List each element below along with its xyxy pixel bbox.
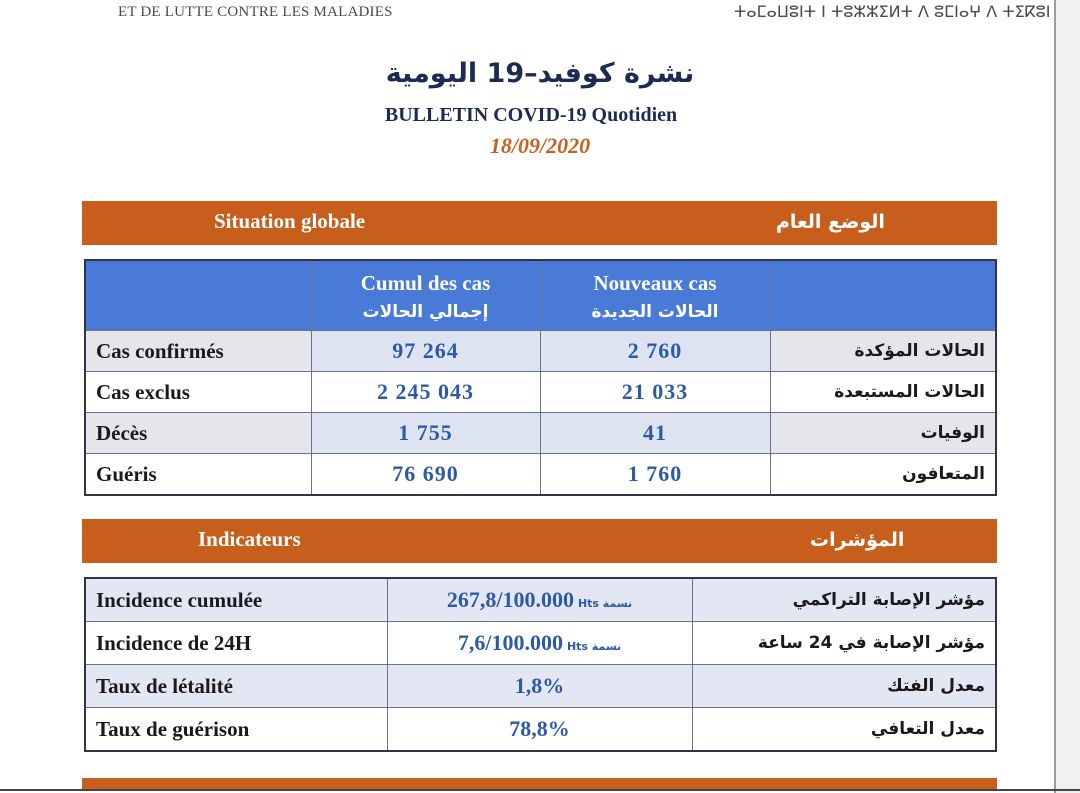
- indicator-label-ar: معدل التعافي: [692, 708, 996, 752]
- row-cumul-value: 2 245 043: [311, 372, 540, 413]
- header-empty-cell-right: [770, 260, 996, 331]
- row-label-fr: Cas exclus: [85, 372, 311, 413]
- table-row: [85, 331, 996, 372]
- indicator-label-fr: Taux de guérison: [85, 708, 387, 752]
- row-new-value: 41: [540, 413, 770, 454]
- indicator-value: 1,8%: [514, 673, 565, 698]
- col-cumul-ar: إجمالي الحالات: [362, 302, 489, 322]
- indicator-unit: Hts نسمة: [577, 597, 633, 610]
- indicator-label-ar: مؤشر الإصابة التراكمي: [692, 578, 996, 622]
- indicator-label-ar: مؤشر الإصابة في 24 ساعة: [692, 622, 996, 665]
- table-row: [85, 372, 996, 413]
- col-new-fr: Nouveaux cas: [593, 271, 717, 295]
- header-cumul-cell: [311, 260, 540, 331]
- table-row: [85, 665, 996, 708]
- row-label-ar: الوفيات: [770, 413, 996, 454]
- bulletin-date: 18/09/2020: [489, 133, 591, 158]
- indicators-band-ar: المؤشرات: [810, 529, 905, 551]
- indicator-value-cell: [387, 665, 692, 708]
- row-new-value: 1 760: [540, 454, 770, 496]
- indicator-value: 78,8%: [509, 716, 570, 741]
- table-row: [85, 708, 996, 752]
- row-label-ar: الحالات المستبعدة: [770, 372, 996, 413]
- indicator-value-cell: [387, 622, 692, 665]
- situation-band-fr: Situation globale: [214, 209, 366, 233]
- indicator-value-cell: [387, 578, 692, 622]
- indicator-label-fr: Taux de létalité: [85, 665, 387, 708]
- indicator-label-fr: Incidence cumulée: [85, 578, 387, 622]
- header-ministry-text: ET DE LUTTE CONTRE LES MALADIES: [118, 4, 393, 20]
- row-new-value: 21 033: [540, 372, 770, 413]
- page-border-bottom: [0, 789, 1080, 791]
- header-tifinagh-text: ⵜⴰⵎⴰⵡⵓⵏⵜ ⵏ ⵜⵓⵣⵣⵉⵍⵜ ⴷ ⵓⵎⵏⴰⵖ ⴷ ⵜⵉⴽⵓⵏ: [734, 2, 1051, 21]
- row-label-ar: الحالات المؤكدة: [770, 331, 996, 372]
- row-cumul-value: 97 264: [311, 331, 540, 372]
- title-arabic: نشرة كوفيد–19 اليومية: [385, 58, 695, 89]
- indicators-table: [84, 577, 997, 752]
- indicator-unit: Hts نسمة: [566, 640, 622, 653]
- col-new-ar: الحالات الجديدة: [591, 302, 719, 322]
- title-french: BULLETIN COVID-19 Quotidien: [384, 104, 678, 126]
- col-cumul-fr: Cumul des cas: [360, 271, 491, 295]
- table-row: [85, 454, 996, 496]
- row-label-ar: المتعافون: [770, 454, 996, 496]
- situation-header-row: [85, 260, 996, 331]
- row-label-fr: Guéris: [85, 454, 311, 496]
- situation-band-ar: الوضع العام: [776, 211, 885, 233]
- indicators-band: [82, 519, 997, 563]
- indicator-value: 267,8/100.000: [446, 587, 574, 612]
- indicator-value-cell: [387, 708, 692, 752]
- row-label-fr: Décès: [85, 413, 311, 454]
- situation-table: [84, 259, 997, 496]
- indicator-value: 7,6/100.000: [457, 630, 563, 655]
- indicators-band-fr: Indicateurs: [198, 527, 301, 551]
- indicator-label-ar: معدل الفتك: [692, 665, 996, 708]
- row-cumul-value: 1 755: [311, 413, 540, 454]
- table-row: [85, 578, 996, 622]
- row-new-value: 2 760: [540, 331, 770, 372]
- row-label-fr: Cas confirmés: [85, 331, 311, 372]
- indicator-label-fr: Incidence de 24H: [85, 622, 387, 665]
- header-empty-cell-left: [85, 260, 311, 331]
- table-row: [85, 413, 996, 454]
- row-cumul-value: 76 690: [311, 454, 540, 496]
- situation-band: [82, 201, 997, 245]
- table-row: [85, 622, 996, 665]
- next-section-band: [82, 778, 997, 789]
- header-new-cell: [540, 260, 770, 331]
